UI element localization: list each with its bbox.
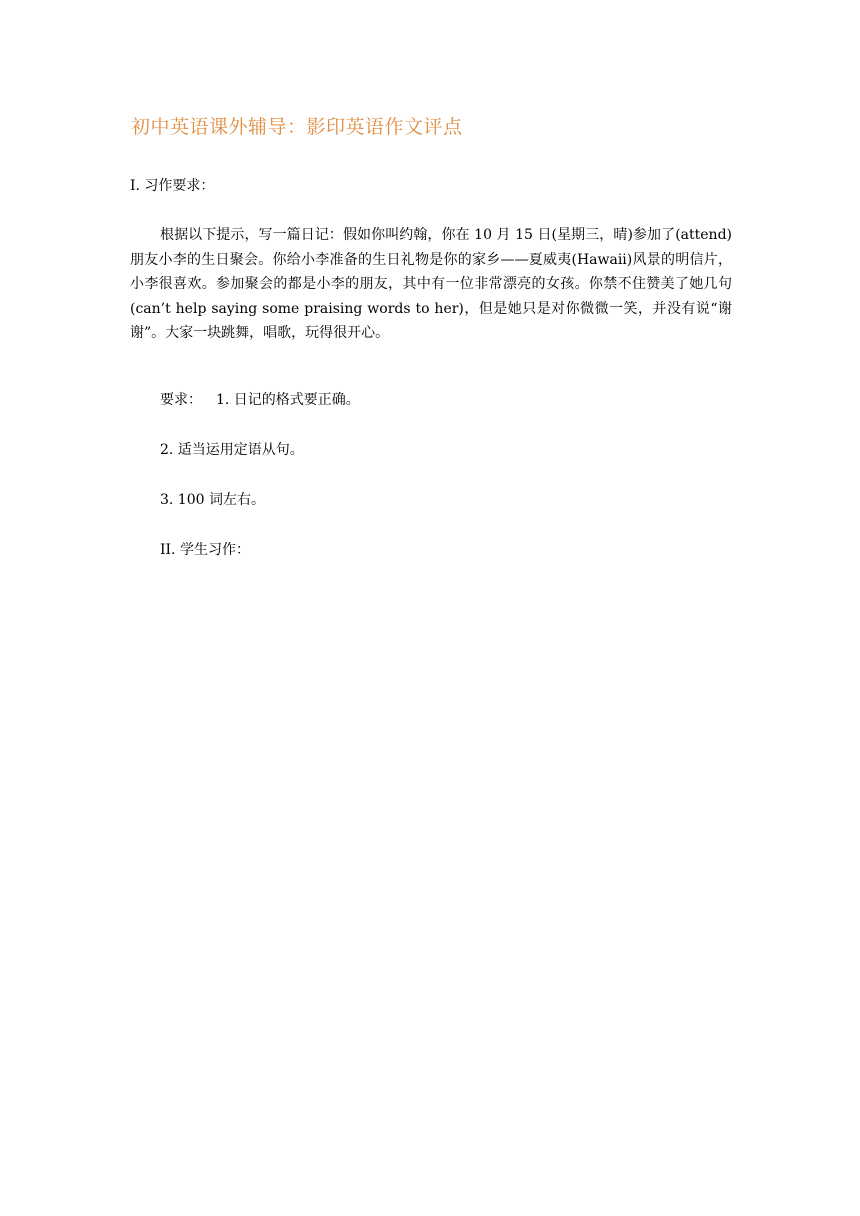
document-title: 初中英语课外辅导：影印英语作文评点 bbox=[131, 116, 463, 138]
section-heading-student-work: II. 学生习作： bbox=[160, 542, 250, 558]
requirement-item-2: 2. 适当运用定语从句。 bbox=[160, 442, 304, 458]
prompt-paragraph bbox=[130, 223, 732, 346]
section-heading-requirements: I. 习作要求： bbox=[130, 178, 215, 194]
requirement-item-3: 3. 100 词左右。 bbox=[160, 492, 265, 508]
prompt-text: 根据以下提示，写一篇日记：假如你叫约翰，你在 10 月 15 日(星期三，晴)参加了(attend)朋友小李的生日聚会。你给小李准备的生日礼物是你的家乡——夏威夷(Hawaii)风景的明信片，小李很喜欢。参加聚会的都是小李的朋友，其中有一位非常漂亮的女孩。你禁不住赞美了她几句(can’t help saying some praising words to her)，但是她只是对你微微一笑，并没有说“谢谢”。大家一块跳舞，唱歌，玩得很开心。 bbox=[130, 227, 732, 341]
requirement-text-1: 1. 日记的格式要正确。 bbox=[216, 392, 360, 408]
requirement-item-1 bbox=[160, 390, 360, 410]
requirements-label: 要求： bbox=[160, 392, 202, 408]
